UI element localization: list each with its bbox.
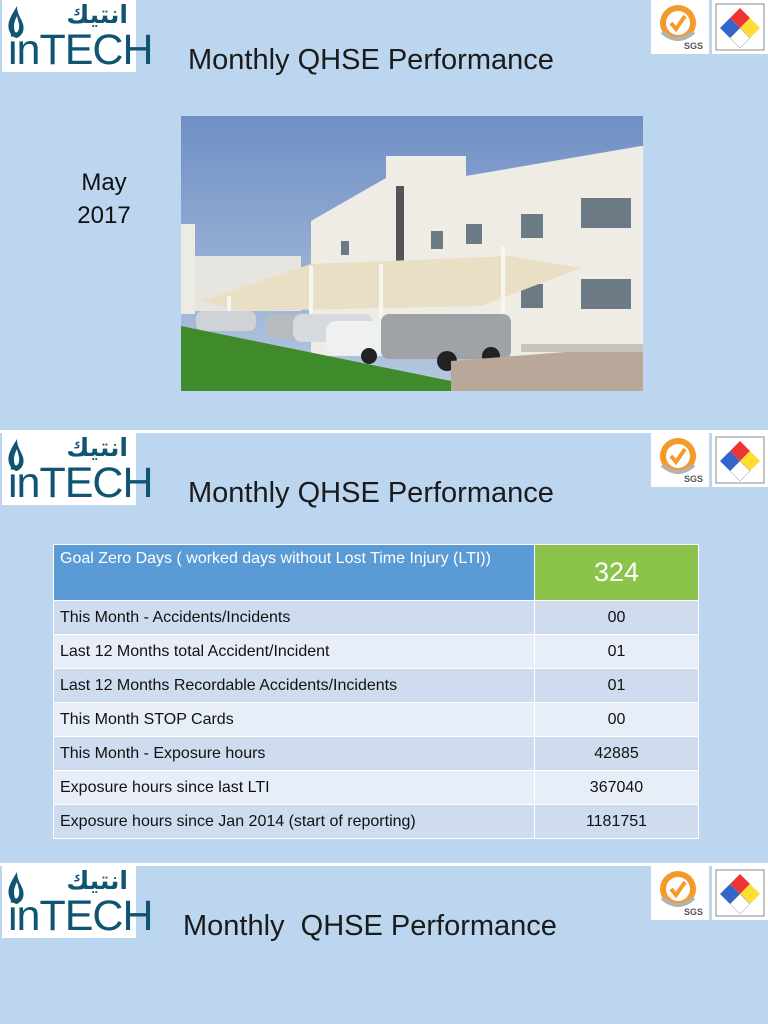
row-label: Last 12 Months total Accident/Incident <box>54 635 535 669</box>
row-value: 01 <box>535 635 699 669</box>
date-year: 2017 <box>77 202 131 229</box>
row-value: 01 <box>535 669 699 703</box>
sgs-certification-badge <box>651 0 709 54</box>
sgs-label: SGS <box>683 907 703 917</box>
row-label: This Month STOP Cards <box>54 703 535 737</box>
row-label: Exposure hours since last LTI <box>54 771 535 805</box>
page-title: Monthly QHSE Performance <box>188 44 554 76</box>
logo-arabic-text: انتيك <box>66 0 128 29</box>
table-header-row <box>54 545 699 601</box>
facility-photo <box>181 116 643 391</box>
hazard-diamond-badge <box>712 433 768 487</box>
hazard-diamond-badge <box>712 0 768 54</box>
logo-arabic-text: انتيك <box>66 866 128 895</box>
table-row <box>54 601 699 635</box>
slide-1 <box>0 0 768 430</box>
row-label: This Month - Accidents/Incidents <box>54 601 535 635</box>
table-row <box>54 669 699 703</box>
row-value: 00 <box>535 601 699 635</box>
table-row <box>54 635 699 669</box>
logo-text: inTECH <box>8 892 153 940</box>
logo-arabic-text: انتيك <box>66 433 128 462</box>
slide-3 <box>0 866 768 1024</box>
logo-text: inTECH <box>8 26 153 74</box>
sgs-label: SGS <box>683 474 703 484</box>
hazard-diamond-icon <box>712 433 768 487</box>
table-row <box>54 703 699 737</box>
intech-logo <box>2 433 153 507</box>
table-row <box>54 737 699 771</box>
logo-text: inTECH <box>8 459 153 507</box>
intech-logo <box>2 0 153 74</box>
row-value: 367040 <box>535 771 699 805</box>
report-date <box>62 166 146 232</box>
table-row <box>54 771 699 805</box>
row-label: Last 12 Months Recordable Accidents/Incidents <box>54 669 535 703</box>
hazard-diamond-badge <box>712 866 768 920</box>
slide-2 <box>0 433 768 863</box>
goal-zero-days-label: Goal Zero Days ( worked days without Lost Time Injury (LTI)) <box>54 545 535 601</box>
goal-zero-days-value: 324 <box>535 545 699 601</box>
sgs-certification-badge <box>651 433 709 487</box>
row-value: 1181751 <box>535 805 699 839</box>
row-value: 00 <box>535 703 699 737</box>
hazard-diamond-icon <box>712 0 768 54</box>
intech-logo <box>2 866 153 940</box>
hazard-diamond-icon <box>712 866 768 920</box>
sgs-certification-badge <box>651 866 709 920</box>
qhse-kpi-table <box>53 544 699 839</box>
page-title: Monthly QHSE Performance <box>188 477 554 509</box>
table-row <box>54 805 699 839</box>
row-label: This Month - Exposure hours <box>54 737 535 771</box>
row-label: Exposure hours since Jan 2014 (start of reporting) <box>54 805 535 839</box>
page-title: Monthly QHSE Performance <box>183 910 557 942</box>
sgs-label: SGS <box>683 41 703 51</box>
date-month: May <box>81 169 127 196</box>
row-value: 42885 <box>535 737 699 771</box>
